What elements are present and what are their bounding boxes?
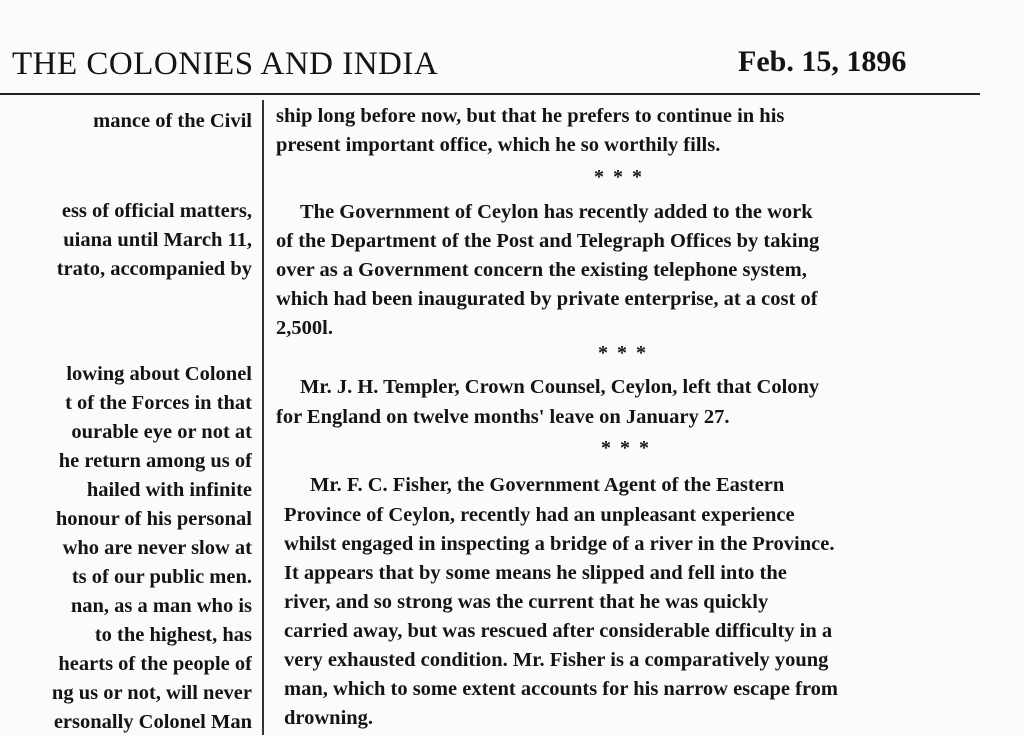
left-column xyxy=(0,0,252,735)
paragraph-line: drowning. xyxy=(284,707,374,729)
left-line: hearts of the people of xyxy=(58,653,252,675)
paragraph-line: Province of Ceylon, recently had an unpleasant experience xyxy=(284,504,795,526)
asterism-separator: * * * xyxy=(594,166,644,188)
paragraph-line: over as a Government concern the existing telephone system, xyxy=(276,259,807,281)
right-column xyxy=(276,0,1000,735)
paragraph-line: which had been inaugurated by private enterprise, at a cost of xyxy=(276,288,818,310)
paragraph-line: It appears that by some means he slipped and fell into the xyxy=(284,562,787,584)
left-line: honour of his personal xyxy=(55,508,252,530)
left-line: ourable eye or not at xyxy=(71,421,252,443)
paragraph-line: Mr. F. C. Fisher, the Government Agent of the Eastern xyxy=(310,474,785,496)
left-line: to the highest, has xyxy=(94,624,252,646)
asterism-separator: * * * xyxy=(598,342,648,364)
left-line: lowing about Colonel xyxy=(66,363,252,385)
paragraph-line: for England on twelve months' leave on January 27. xyxy=(276,406,730,428)
left-line: he return among us of xyxy=(58,450,252,472)
column-rule xyxy=(262,100,264,735)
paragraph-line: man, which to some extent accounts for his narrow escape from xyxy=(284,678,839,700)
issue-date: Feb. 15, 1896 xyxy=(738,45,907,78)
paragraph-line: of the Department of the Post and Telegraph Offices by taking xyxy=(276,230,820,252)
paragraph-line: 2,500l. xyxy=(276,317,333,339)
paragraph-line: very exhausted condition. Mr. Fisher is a comparatively young xyxy=(284,649,829,671)
left-line: ts of our public men. xyxy=(71,566,252,588)
left-line: ess of official matters, xyxy=(61,200,252,222)
paragraph-line: Mr. J. H. Templer, Crown Counsel, Ceylon, left that Colony xyxy=(300,376,820,398)
left-line: hailed with infinite xyxy=(86,479,252,501)
paragraph-line: river, and so strong was the current that he was quickly xyxy=(284,591,769,613)
page-title: THE COLONIES AND INDIA xyxy=(12,46,439,82)
paragraph-line: present important office, which he so worthily fills. xyxy=(276,134,721,156)
left-line: mance of the Civil xyxy=(93,110,252,132)
left-line: who are never slow at xyxy=(62,537,252,559)
left-line: t of the Forces in that xyxy=(65,392,252,414)
paragraph-line: whilst engaged in inspecting a bridge of a river in the Province. xyxy=(284,533,835,555)
left-line: trato, accompanied by xyxy=(56,258,252,280)
left-line: uiana until March 11, xyxy=(63,229,252,251)
paragraph-line: carried away, but was rescued after considerable difficulty in a xyxy=(284,620,833,642)
left-line: nan, as a man who is xyxy=(70,595,252,617)
paragraph-line: ship long before now, but that he prefers to continue in his xyxy=(276,105,785,127)
left-line: ersonally Colonel Man xyxy=(53,711,252,733)
paragraph-line: The Government of Ceylon has recently added to the work xyxy=(300,201,813,223)
asterism-separator: * * * xyxy=(601,437,651,459)
left-line: ng us or not, will never xyxy=(51,682,252,704)
